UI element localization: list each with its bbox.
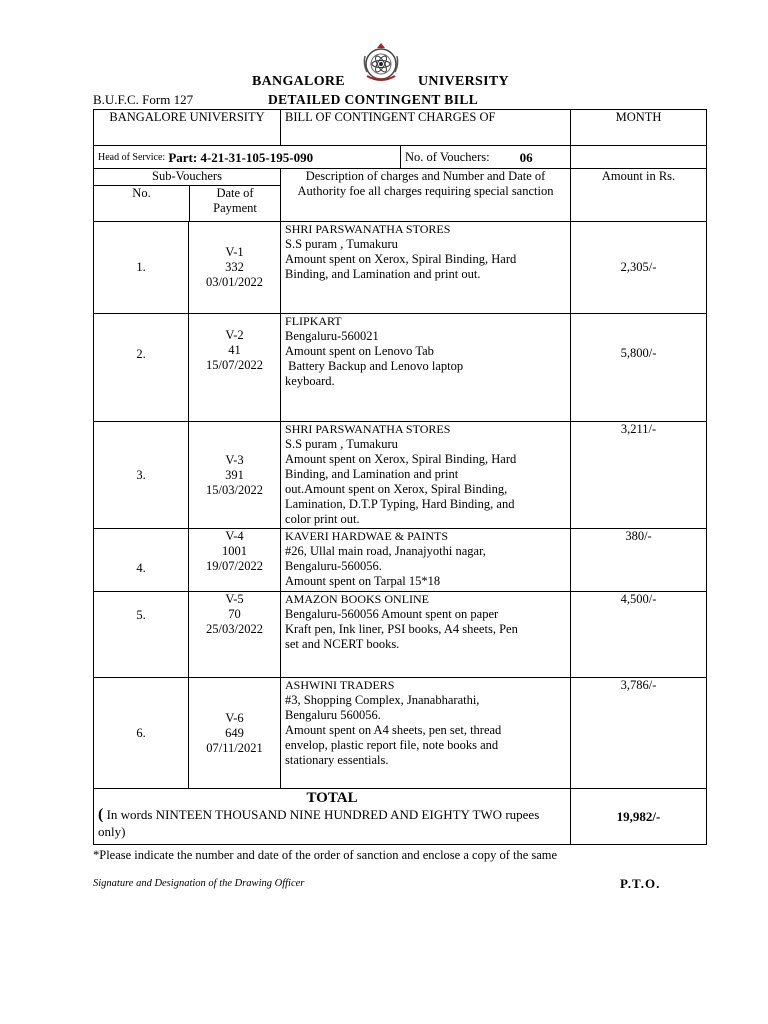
row-description bbox=[281, 314, 571, 422]
table-row bbox=[94, 222, 707, 314]
head-of-service-cell bbox=[94, 146, 571, 169]
description-line: envelop, plastic report file, note books and bbox=[285, 738, 499, 752]
description-line: S.S puram , Tumakuru bbox=[285, 237, 398, 251]
row-description bbox=[281, 592, 571, 678]
description-line: S.S puram , Tumakuru bbox=[285, 437, 398, 451]
head-of-service-value: Part: 4-21-31-105-195-090 bbox=[168, 149, 314, 165]
row-amount: 5,800/- bbox=[571, 314, 707, 422]
row-voucher-cell bbox=[189, 422, 281, 529]
row-no: 4. bbox=[94, 529, 189, 592]
row-description bbox=[281, 422, 571, 529]
office-row bbox=[94, 110, 707, 146]
description-header: Description of charges and Number and Date of Authority foe all charges requiring special sanction bbox=[281, 169, 571, 222]
voucher-date: 03/01/2022 bbox=[206, 275, 263, 289]
office-name: BANGALORE UNIVERSITY bbox=[94, 110, 281, 146]
vendor-name: SHRI PARSWANATHA STORES bbox=[285, 422, 451, 436]
row-voucher-cell bbox=[189, 314, 281, 422]
row-amount: 380/- bbox=[571, 529, 707, 592]
description-line: out.Amount spent on Xerox, Spiral Binding, bbox=[285, 482, 508, 496]
voucher-bill-no: 1001 bbox=[222, 544, 247, 558]
sub-vouchers-header bbox=[94, 169, 281, 222]
service-row-blank bbox=[571, 146, 707, 169]
date-header: Date of Payment bbox=[213, 186, 257, 215]
bill-of-label: BILL OF CONTINGENT CHARGES OF bbox=[281, 110, 571, 146]
description-line: Binding, and Lamination and print out. bbox=[285, 267, 481, 281]
form-number: B.U.F.C. Form 127 bbox=[93, 92, 194, 107]
description-line: Battery Backup and Lenovo laptop bbox=[285, 359, 464, 373]
vendor-name: ASHWINI TRADERS bbox=[285, 678, 395, 692]
description-line: Amount spent on Xerox, Spiral Binding, Hard bbox=[285, 252, 517, 266]
description-line: #3, Shopping Complex, Jnanabharathi, bbox=[285, 693, 480, 707]
row-voucher-cell bbox=[189, 222, 281, 314]
vendor-name: KAVERI HARDWAE & PAINTS bbox=[285, 529, 449, 543]
voucher-id: V-3 bbox=[225, 452, 244, 467]
description-line: stationary essentials. bbox=[285, 753, 389, 767]
total-words-paren: ( bbox=[98, 806, 104, 823]
description-line: Bengaluru-560021 bbox=[285, 329, 379, 343]
description-line: Bengaluru-560056 Amount spent on paper bbox=[285, 607, 499, 621]
description-line: Bengaluru-560056. bbox=[285, 559, 382, 573]
total-cell bbox=[94, 789, 571, 845]
row-no: 2. bbox=[94, 314, 189, 422]
voucher-date: 25/03/2022 bbox=[206, 622, 263, 636]
row-amount: 2,305/- bbox=[571, 222, 707, 314]
description-line: Kraft pen, Ink liner, PSI books, A4 sheets, Pen bbox=[285, 622, 518, 636]
description-line: Amount spent on A4 sheets, pen set, thread bbox=[285, 723, 502, 737]
description-line: Amount spent on Lenovo Tab bbox=[285, 344, 434, 358]
description-line: #26, Ullal main road, Jnanajyothi nagar, bbox=[285, 544, 486, 558]
row-description bbox=[281, 678, 571, 789]
sanction-note: *Please indicate the number and date of the order of sanction and enclose a copy of the same bbox=[93, 848, 558, 862]
voucher-id: V-1 bbox=[225, 245, 244, 259]
vendor-name: AMAZON BOOKS ONLINE bbox=[285, 592, 430, 606]
voucher-date: 07/11/2021 bbox=[206, 740, 263, 755]
bill-title: DETAILED CONTINGENT BILL bbox=[268, 92, 479, 107]
no-header: No. bbox=[94, 186, 190, 221]
row-no: 1. bbox=[94, 222, 189, 314]
university-name-left: BANGALORE bbox=[252, 74, 345, 89]
table-row bbox=[94, 529, 707, 592]
total-in-words bbox=[98, 806, 566, 840]
voucher-id: V-2 bbox=[225, 328, 244, 342]
total-amount: 19,982/- bbox=[571, 789, 707, 845]
contingent-bill-table bbox=[93, 109, 707, 845]
voucher-date: 15/07/2022 bbox=[206, 358, 263, 372]
vouchers-count: 06 bbox=[519, 149, 533, 165]
voucher-bill-no: 332 bbox=[225, 260, 244, 274]
voucher-id: V-4 bbox=[225, 529, 244, 543]
row-description bbox=[281, 222, 571, 314]
table-row bbox=[94, 592, 707, 678]
row-amount: 3,786/- bbox=[571, 678, 707, 789]
month-label: MONTH bbox=[571, 110, 707, 146]
voucher-bill-no: 649 bbox=[225, 725, 244, 740]
head-of-service-label: Head of Service: bbox=[98, 151, 166, 163]
row-voucher-cell bbox=[189, 678, 281, 789]
description-line: Amount spent on Xerox, Spiral Binding, Hard bbox=[285, 452, 517, 466]
description-line: Binding, and Lamination and print bbox=[285, 467, 459, 481]
column-header-row bbox=[94, 169, 707, 222]
pto-label: P.T.O. bbox=[620, 876, 661, 891]
row-amount: 4,500/- bbox=[571, 592, 707, 678]
signature-label: Signature and Designation of the Drawing Officer bbox=[93, 878, 305, 889]
description-line: Bengaluru 560056. bbox=[285, 708, 381, 722]
table-row bbox=[94, 422, 707, 529]
total-label: TOTAL bbox=[306, 790, 358, 806]
description-line: color print out. bbox=[285, 512, 360, 526]
voucher-bill-no: 70 bbox=[228, 607, 241, 621]
row-no: 3. bbox=[94, 422, 189, 529]
sub-vouchers-label: Sub-Vouchers bbox=[94, 169, 280, 186]
voucher-id: V-6 bbox=[225, 710, 244, 725]
vouchers-label: No. of Vouchers: bbox=[405, 149, 490, 164]
voucher-date: 19/07/2022 bbox=[206, 559, 263, 573]
row-no: 5. bbox=[94, 592, 189, 678]
service-row bbox=[94, 146, 707, 169]
vendor-name: SHRI PARSWANATHA STORES bbox=[285, 222, 451, 236]
row-voucher-cell bbox=[189, 592, 281, 678]
university-name-right: UNIVERSITY bbox=[418, 74, 509, 89]
voucher-bill-no: 391 bbox=[225, 467, 244, 482]
amount-header: Amount in Rs. bbox=[571, 169, 707, 222]
university-emblem-logo bbox=[359, 42, 403, 84]
row-description bbox=[281, 529, 571, 592]
row-voucher-cell bbox=[189, 529, 281, 592]
total-row bbox=[94, 789, 707, 845]
total-words-text: In words NINTEEN THOUSAND NINE HUNDRED AND EIGHTY TWO rupees only) bbox=[98, 807, 540, 839]
table-row bbox=[94, 314, 707, 422]
description-line: Lamination, D.T.P Typing, Hard Binding, and bbox=[285, 497, 515, 511]
description-line: set and NCERT books. bbox=[285, 637, 400, 651]
vendor-name: FLIPKART bbox=[285, 314, 342, 328]
voucher-id: V-5 bbox=[225, 592, 244, 606]
description-line: Amount spent on Tarpal 15*18 bbox=[285, 574, 441, 588]
voucher-bill-no: 41 bbox=[228, 343, 241, 357]
description-line: keyboard. bbox=[285, 374, 335, 388]
voucher-date: 15/03/2022 bbox=[206, 482, 263, 497]
row-no: 6. bbox=[94, 678, 189, 789]
row-amount: 3,211/- bbox=[571, 422, 707, 529]
table-row bbox=[94, 678, 707, 789]
